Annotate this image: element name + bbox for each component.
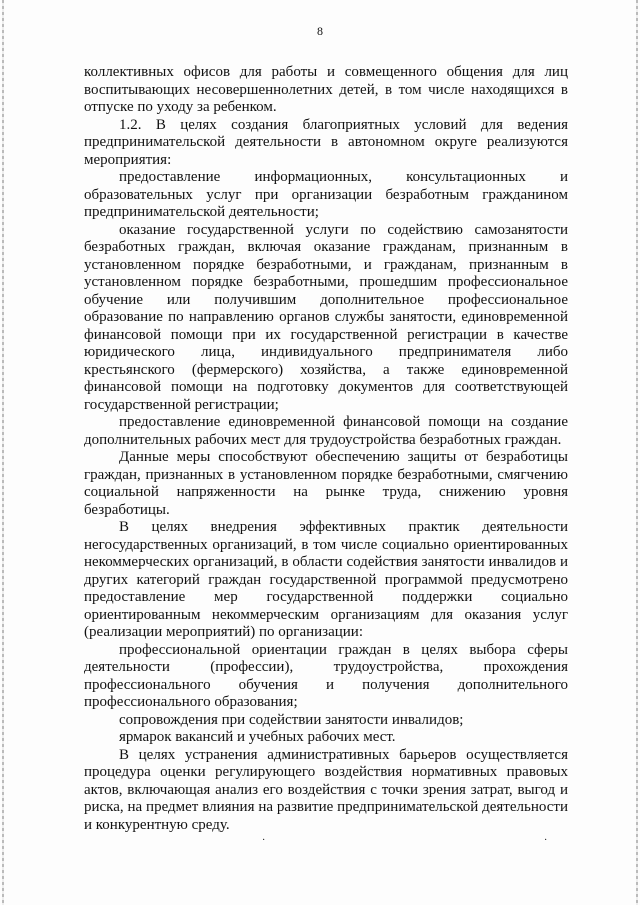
paragraph: В целях устранения административных барьеров осуществляется процедура оценки регулирующего воздействия нормативных правовых актов, включающая анализ его воздействия с точки зрения затрат, выгод и риска, на предмет влияния на развитие предпринимательской деятельности и конкурентную среду. bbox=[84, 746, 568, 833]
paragraph: сопровождения при содействии занятости инвалидов; bbox=[119, 711, 464, 728]
scan-edge-left bbox=[2, 0, 4, 905]
paragraph: предоставление информационных, консультационных и образовательных услуг при организации безработным гражданином предпринимательской деятельности; bbox=[84, 169, 568, 220]
paragraph: предоставление единовременной финансовой помощи на создание дополнительных рабочих мест для трудоустройства безработных граждан. bbox=[84, 414, 568, 448]
paragraph: оказание государственной услуги по содействию самозанятости безработных граждан, включая оказание гражданам, признанным в установленном порядке безработными, и гражданам, признанным в установленном порядке безработными, прошедшим профессиональное обучение или получившим дополнительное профессиональное образование по направлению органов службы занятости, единовременной финансовой помощи при их государственной регистрации в качестве юридического лица, индивидуального предпринимателя либо крестьянского (фермерского) хозяйства, а также единовременной финансовой помощи на подготовку документов для соответствующей государственной регистрации; bbox=[84, 221, 568, 413]
paragraph: коллективных офисов для работы и совмещенного общения для лиц воспитывающих несовершеннолетних детей, в том числе находящихся в отпуске по уходу за ребенком. bbox=[84, 64, 568, 115]
paragraph: профессиональной ориентации граждан в целях выбора сферы деятельности (профессии), трудоустройства, прохождения профессионального обучения и получения дополнительного профессионального образования; bbox=[84, 641, 568, 710]
paragraph: В целях внедрения эффективных практик деятельности негосударственных организаций, в том числе социально ориентированных некоммерческих организаций, в области содействия занятости инвалидов и других категорий граждан государственной программой предусмотрено предоставление мер государственной поддержки социально ориентированным некоммерческим организациям для оказания услуг (реализации мероприятий) по организации: bbox=[84, 519, 568, 640]
scan-speck: · bbox=[262, 835, 266, 846]
paragraph: 1.2. В целях создания благоприятных условий для ведения предпринимательской деятельности в автономном округе реализуются мероприятия: bbox=[84, 116, 568, 168]
scan-edge-right bbox=[636, 0, 638, 905]
scan-speck: · bbox=[544, 835, 548, 846]
page-number: 8 bbox=[317, 24, 323, 38]
paragraph: Данные меры способствуют обеспечению защиты от безработицы граждан, признанных в установленном порядке безработными, смягчению социальной напряженности на рынке труда, снижению уровня безработицы. bbox=[84, 449, 568, 518]
document-body bbox=[84, 64, 568, 834]
paragraph: ярмарок вакансий и учебных рабочих мест. bbox=[119, 729, 396, 745]
